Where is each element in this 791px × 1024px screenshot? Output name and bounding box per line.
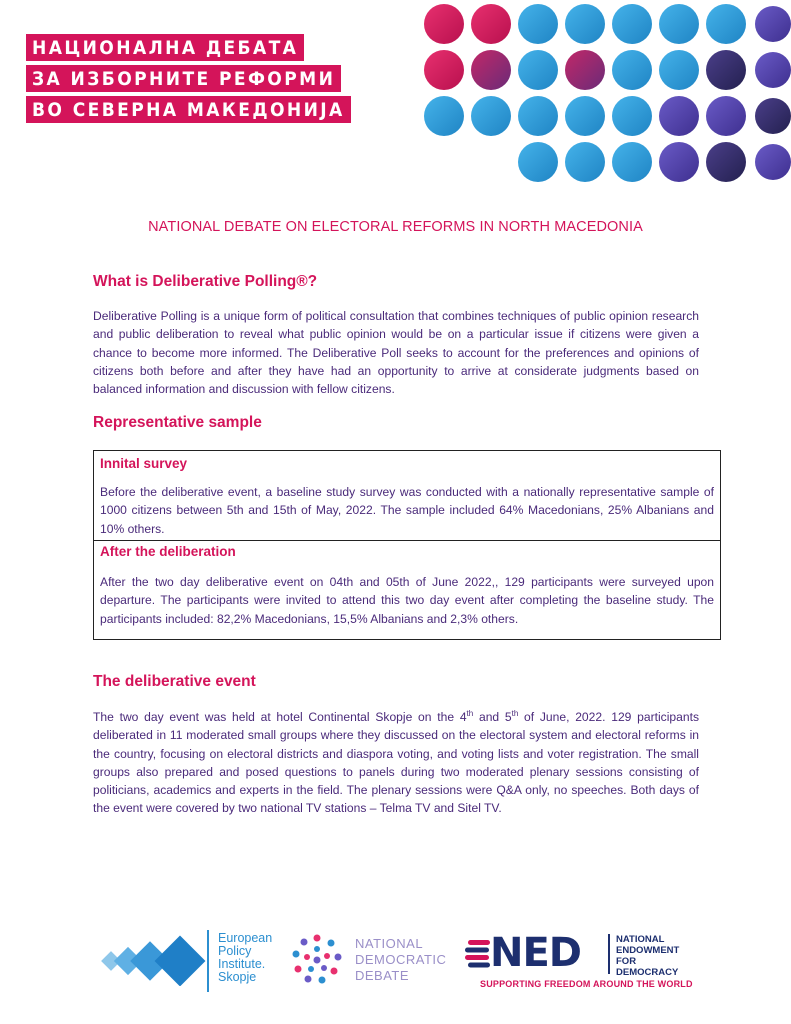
ned-tagline: SUPPORTING FREEDOM AROUND THE WORLD [480, 979, 693, 989]
ned-divider [608, 934, 610, 974]
nd-logo-text [355, 936, 446, 984]
epi-line-3: Institute. [218, 957, 266, 971]
nd-line-1: NATIONAL [355, 936, 424, 951]
ned-wordmark: NED [490, 930, 582, 976]
event-text-part-2: and 5 [473, 710, 512, 724]
superscript-th-1: th [466, 708, 474, 718]
after-deliberation-text: After the two day deliberative event on 04th and 05th of June 2022,, 129 participants were surveyed upon departure. The participants were invited to attend this two day event after completing the baseline study. The participants included: 82,2% Macedonians, 15,5% Albanians and 2,3% others. [100, 575, 714, 626]
photo-dot-grid [0, 0, 791, 200]
nd-line-2: DEMOCRATIC [355, 952, 447, 967]
paragraph-deliberative-polling: Deliberative Polling is a unique form of political consultation that combines techniques of public opinion research and public deliberation to reveal what public opinion would be on a particular issue if citizens were given a chance to become more informed. The Deliberative Poll seeks to account for the preferences and opinions of citizens both before and after they have had an opportunity to arrive at considerate judgments based on balanced information and discussion with fellow citizens. [93, 309, 699, 397]
ned-line-4: DEMOCRACY [616, 967, 679, 978]
heading-what-is-deliberative-polling: What is Deliberative Polling®? [93, 273, 318, 290]
initial-survey-text: Before the deliberative event, a baseline study survey was conducted with a nationally representative sample of 1000 citizens between 5th and 15th of May, 2022. The sample included 64% Macedonians, 25% Albanians and 10% others. [100, 485, 714, 536]
document-title: NATIONAL DEBATE ON ELECTORAL REFORMS IN NORTH MACEDONIA [148, 219, 643, 235]
ned-line-3: FOR [616, 956, 637, 967]
dot-row-3 [424, 96, 791, 136]
epi-line-1: European [218, 931, 273, 945]
paragraph-deliberative-event [93, 708, 699, 818]
ned-line-1: NATIONAL [616, 934, 665, 945]
after-deliberation-heading: After the deliberation [100, 544, 236, 559]
heading-deliberative-event: The deliberative event [93, 673, 256, 690]
masthead-line-3: ВО СЕВЕРНА МАКЕДОНИЈА [26, 96, 351, 123]
after-deliberation-box [93, 540, 721, 640]
ned-stripes-icon [462, 940, 492, 968]
event-text-part-3: of June, 2022. 129 participants deliberated in 11 moderated small groups where they discussed on the electoral system and electoral reforms in the country, focusing on electoral districts and diaspora voting, and voting lists and voter registration. The small groups also prepared and posed questions to panels during two moderated plenary sessions consisting of politicians, academics and experts in the field. The plenary sessions were Q&A only, no speeches. Both days of the event were covered by two national TV stations – Telma TV and Sitel TV. [93, 710, 699, 816]
epi-divider [207, 930, 209, 992]
ned-line-2: ENDOWMENT [616, 945, 680, 956]
ned-name-text [616, 934, 679, 978]
epi-line-2: Policy [218, 944, 252, 958]
nd-people-circle-icon [290, 932, 344, 986]
dot-row-1 [424, 4, 791, 44]
superscript-th-2: th [511, 708, 519, 718]
dot-row-2 [424, 50, 791, 90]
heading-representative-sample: Representative sample [93, 414, 262, 431]
footer-logos [0, 920, 791, 1000]
masthead-line-1: НАЦИОНАЛНА ДЕБАТА [26, 34, 304, 61]
epi-line-4: Skopje [218, 970, 257, 984]
epi-diamond-icon [100, 932, 210, 986]
epi-logo-text [218, 932, 272, 984]
initial-survey-box [93, 450, 721, 541]
masthead-line-2: ЗА ИЗБОРНИТЕ РЕФОРМИ [26, 65, 341, 92]
event-text-part-1: The two day event was held at hotel Continental Skopje on the 4 [93, 710, 467, 724]
initial-survey-heading: Innital survey [100, 456, 188, 471]
nd-line-3: DEBATE [355, 968, 410, 983]
dot-row-4 [518, 142, 791, 182]
